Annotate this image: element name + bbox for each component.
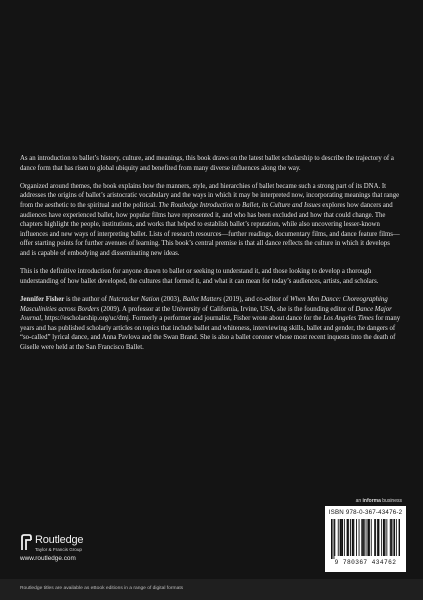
- isbn-barcode-box: [325, 506, 406, 572]
- barcode-icon: [331, 519, 400, 559]
- audience-paragraph: This is the definitive introduction for anyone drawn to ballet or seeking to understand it, and those looking to develop a thorough understanding of how ballet developed, the cultures that formed it, and what it can mean for today’s audiences, artists, and scholars.: [20, 268, 379, 285]
- themes-text-b: explores how dancers and audiences have experienced ballet, how popular films have represented it, and who has been excluded and how that could change. The chapters highlight the people, institutions, and works that helped to establish ballet’s reputation, while also uncovering lesser-known influences and new ways of interpreting ballet. Lists of research resources—further readings, documentary films, and dance feature films—offer starting points for further avenues of learning. This book’s central premise is that all dance reflects the culture in which it develops and is capable of embodying and disseminating new ideas.: [20, 201, 400, 257]
- informa-prefix: an: [355, 498, 363, 504]
- informa-brand: informa: [362, 498, 381, 504]
- routledge-mark-icon: [20, 534, 33, 551]
- bio-text: for many years and has published scholarly articles on topics that include ballet and whiteness, interviewing skills, ballet and gender, the dangers of “so-called” lyrical dance, and Anna Pavlova and the Swan Brand. She is also a ballet coroner whose most recent inquests into the death of Giselle were held at the San Francisco Ballet.: [20, 315, 401, 351]
- author-bio: [20, 295, 401, 353]
- themes-paragraph: [20, 182, 401, 259]
- informa-suffix: business: [380, 498, 402, 504]
- publisher-name: Routledge: [35, 534, 84, 546]
- informa-business-tag: [356, 498, 402, 504]
- bio-journal-title: Dance Major Journal: [20, 305, 392, 323]
- publisher-group: Taylor & Francis Group: [35, 547, 82, 552]
- ebook-note: Routledge titles are available as eBook editions in a range of digital formats: [20, 586, 184, 591]
- isbn-label: ISBN 978-0-367-43476-2: [328, 509, 403, 516]
- book-title: The Routledge Introduction to Ballet, its Culture and Issues: [158, 201, 321, 209]
- footer-bar: [0, 579, 423, 600]
- bio-text: (2009). A professor at the University of California, Irvine, USA, she is the founding editor of: [99, 305, 356, 313]
- bio-book-title: When Men Dance: Choreographing Masculinities across Borders: [20, 295, 388, 313]
- author-name: Jennifer Fisher: [20, 295, 65, 303]
- bio-newspaper-title: Los Angeles Times: [323, 315, 374, 323]
- bio-book-title: Ballet Matters: [182, 295, 222, 303]
- bio-text: is the author of: [64, 295, 109, 303]
- bio-text: (2003),: [159, 295, 183, 303]
- publisher-website: www.routledge.com: [20, 555, 76, 562]
- back-cover-blurb: [20, 154, 401, 361]
- bio-text: , https://escholarship.org/uc/dmj. Formerly a performer and journalist, Fisher wrote about dance for the: [41, 315, 324, 323]
- barcode-digits: 9 780367 434762: [334, 559, 397, 566]
- bio-book-title: Nutcracker Nation: [108, 295, 160, 303]
- themes-text-a: Organized around themes, the book explains how the manners, style, and hierarchies of ballet became such a strong part of its DNA. It addresses the origins of ballet’s aristocratic vocabulary and the ways in which it may be interpreted now, incorporating meanings that range from the aesthetic to the spiritual and the political.: [20, 182, 400, 209]
- intro-paragraph: As an introduction to ballet’s history, culture, and meanings, this book draws on the latest ballet scholarship to describe the trajectory of a dance form that has risen to global ubiquity and benefited from many diverse influences along the way.: [20, 155, 394, 172]
- bio-text: (2019), and co-editor of: [221, 295, 291, 303]
